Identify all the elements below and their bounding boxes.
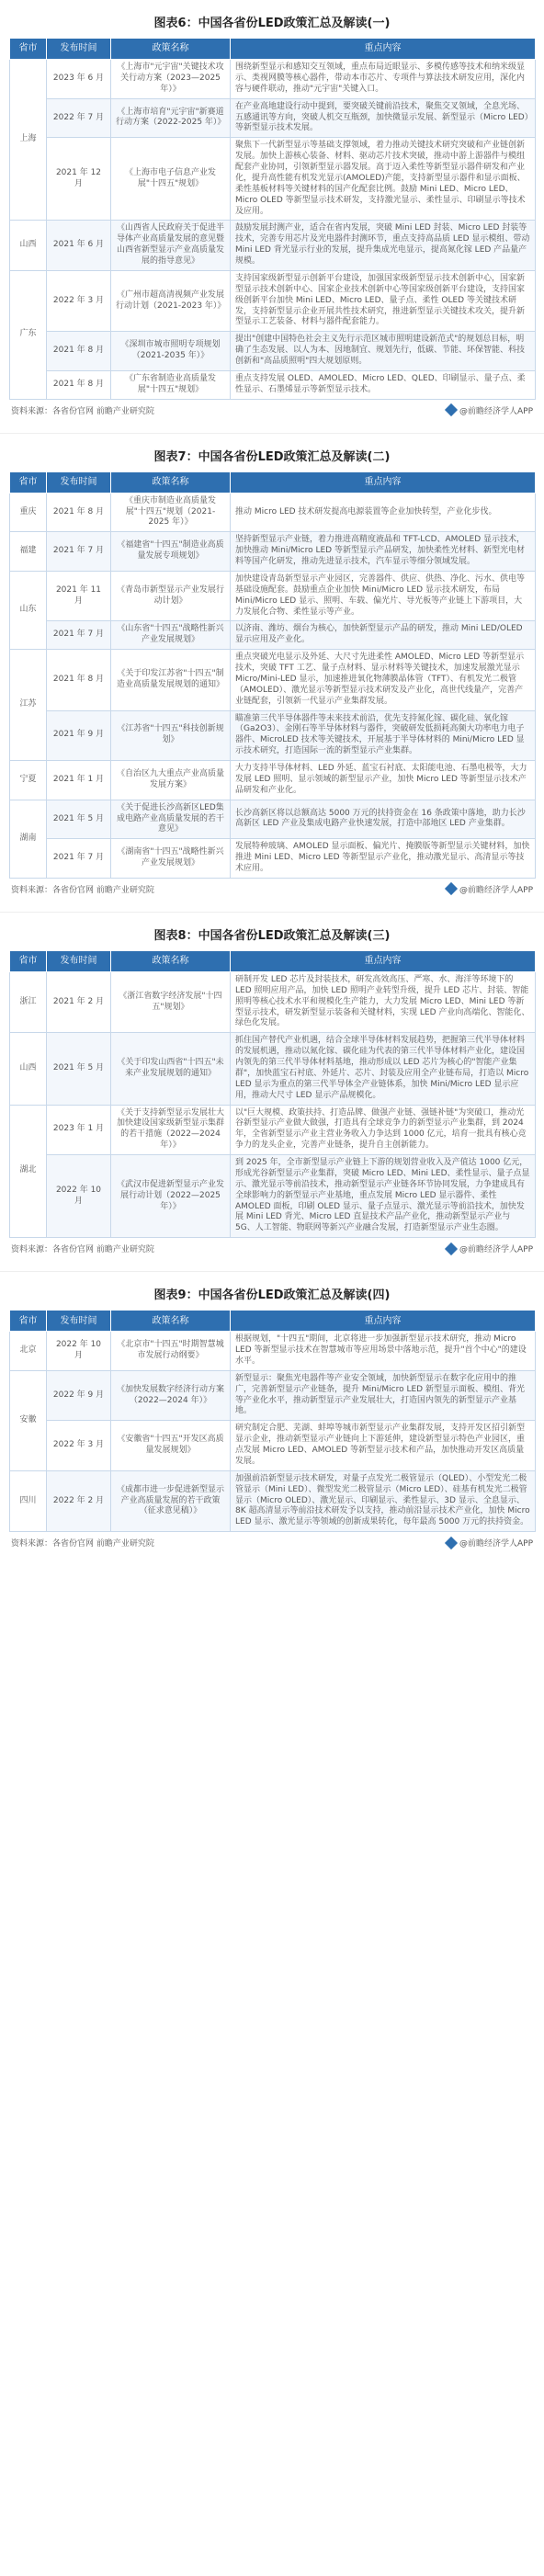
publish-time-cell: 2022 年 2 月 <box>47 1470 111 1531</box>
brand-mark-icon <box>445 882 458 895</box>
policy-name-cell: 《江苏省"十四五"科技创新规划》 <box>111 710 231 761</box>
key-content-cell: 研究制定合肥、芜湖、蚌埠等城市新型显示产业集群发展，支持开发区招引新型显示企业，推动新型显示产业链向上下游延伸，建设新型显示特色产业园区，重点发展 Micro LED、AMOLED 等新型显示技术和产品，加快推动开发区高质量发展。 <box>231 1421 536 1471</box>
source-footer <box>9 1532 535 1554</box>
table-row <box>10 370 536 399</box>
source-text: 资料来源：各省份官网 前瞻产业研究院 <box>11 885 154 895</box>
policy-name-cell: 《北京市"十四五"时期智慧城市发展行动纲要》 <box>111 1332 231 1371</box>
table-row <box>10 532 536 572</box>
key-content-cell: 加快建设青岛新型显示产业园区，完善器件、供应、供热、净化、污水、供电等基础设施配套。鼓励重点企业加快 Mini/Micro LED 显示技术研发，布局 Mini/Micro LED 显示、照明、车载、偏光片、导光板等产业链上下游项目，大力发展化合物、柔性显示等产业。 <box>231 571 536 621</box>
publish-time-cell: 2021 年 7 月 <box>47 621 111 650</box>
key-content-cell: 抓住国产替代产业机遇，结合全球半导体材料发展趋势，把握第三代半导体材料的发展机遇，推动以氮化镓、碳化硅为代表的第三代半导体材料产业化，建设国内领先的第三代半导体材料基地，推动形成以 LED 芯片为核心的"智能产业集群"，加快蓝宝石衬底、外延片、芯片、封装及应用全产业链布局，打造以 Micro LED 显示为重点的第三代半导体全产业链体系，加快 Mini/Micro LED 显示应用，推动大尺寸 LED 显示产品规模化。 <box>231 1033 536 1105</box>
table-header-row <box>10 950 536 971</box>
policy-section <box>0 434 544 901</box>
policy-name-cell: 《深圳市城市照明专项规划（2021-2035 年）》 <box>111 332 231 371</box>
table-header-row <box>10 39 536 60</box>
column-header: 省市 <box>10 39 47 60</box>
publish-time-cell: 2022 年 3 月 <box>47 270 111 331</box>
source-footer <box>9 400 535 422</box>
brand-text: @前瞻经济学人APP <box>459 1539 533 1549</box>
table-row <box>10 650 536 710</box>
policy-name-cell: 《湖南省"十四五"战略性新兴产业发展规划》 <box>111 839 231 879</box>
table-row <box>10 1470 536 1531</box>
table-row <box>10 1332 536 1371</box>
policy-name-cell: 《重庆市制造业高质量发展"十四五"规划（2021-2025 年）》 <box>111 493 231 532</box>
key-content-cell: 聚焦下一代新型显示等基础支撑领域，着力推动关键技术研究突破和产业链创新发展。加快上游核心装备、材料、驱动芯片技术突破，推动中游上游器件与模组配套产业协同，引领新型显示器发展。高于迈入柔性等新型显示器件研发和产业化，提升高性能有机发光显示(AMOLED)产能，支持新型显示器件和显示面板、柔性基板材料等关键材料的国产化配套比例。鼓励 Mini LED、Micro LED、Micro OLED 等新型显示技术研发，支持激光显示、柔性显示、印刷显示等技术及应用。 <box>231 138 536 221</box>
table-row <box>10 800 536 839</box>
column-header: 发布时间 <box>47 471 111 493</box>
column-header: 发布时间 <box>47 950 111 971</box>
province-cell: 宁夏 <box>10 761 47 800</box>
key-content-cell: 在产业高地建设行动中提到，要突破关键前沿技术，聚焦交叉领域，全息光场、五感通讯等方向，突破人机交互瓶颈，加快微显示发展、新型显示（Micro LED）等新型显示技术发展。 <box>231 98 536 138</box>
brand-logo <box>447 1243 533 1254</box>
key-content-cell: 新型显示：聚焦光电器件等产业安全领域，加快新型显示在数字化应用中的推广，完善新型显示产业链条，提升 Mini/Micro LED 新型显示面板、模组、背光等产业化水平，推动新型显示产业发展壮大，打造国内领先的新型显示产业基地。 <box>231 1370 536 1421</box>
policy-name-cell: 《上海市电子信息产业发展"十四五"规划》 <box>111 138 231 221</box>
table-header-row <box>10 1311 536 1332</box>
source-footer <box>9 879 535 901</box>
column-header: 政策名称 <box>111 950 231 971</box>
publish-time-cell: 2022 年 10 月 <box>47 1155 111 1238</box>
brand-logo <box>447 883 533 895</box>
publish-time-cell: 2023 年 6 月 <box>47 60 111 99</box>
province-cell: 广东 <box>10 270 47 399</box>
province-cell: 四川 <box>10 1470 47 1531</box>
province-cell: 上海 <box>10 60 47 221</box>
key-content-cell: 根据规划，"十四五"期间，北京将进一步加强新型显示技术研究，推动 Micro LED 等新型显示技术在智慧城市等应用场景中落地示范，提升"首个中心"的建设水平。 <box>231 1332 536 1371</box>
province-cell: 重庆 <box>10 493 47 532</box>
source-footer <box>9 1238 535 1260</box>
section-divider <box>0 901 544 913</box>
key-content-cell: 加强前沿新型显示技术研发，对量子点发光二极管显示（QLED）、小型发光二极管显示（Mini LED）、微型发光二极管显示（Micro LED）、硅基有机发光二极管显示（Micro OLED）、激光显示、印刷显示、柔性显示、3D 显示、全息显示、8K 超高清显示等前沿技术研发予以支持，推动前沿显示技术产业化，加快 Micro LED 显示、激光显示等领域的创新成果转化，每年最高 5000 万元的扶持资金。 <box>231 1470 536 1531</box>
table-row <box>10 1105 536 1155</box>
brand-mark-icon <box>445 1537 458 1549</box>
province-cell: 北京 <box>10 1332 47 1371</box>
column-header: 省市 <box>10 1311 47 1332</box>
policy-name-cell: 《武汉市促进新型显示产业发展行动计划（2022—2025 年）》 <box>111 1155 231 1238</box>
table-row <box>10 761 536 800</box>
key-content-cell: 到 2025 年，全市新型显示产业链上下游的规划营业收入及产值达 1000 亿元，形成光谷新型显示产业集群，突破 Micro LED、Mini LED、柔性显示、量子点显示、激光显示等前沿技术，推动新型显示产业链各环节协同发展，力争建成具有全球影响力的新型显示产业基地，重点发展 Micro LED 显示器件、柔性 AMOLED 面板，印刷 OLED 显示、量子点显示、激光显示等前沿技术，加快发展 Mini LED 背光、Micro LED 直显技术产品产业化，推动新型显示产业与 5G、人工智能、物联网等新兴产业融合发展，打造新型显示产业生态圈。 <box>231 1155 536 1238</box>
section-title: 图表8：中国各省份LED政策汇总及解读(三) <box>153 928 391 943</box>
table-row <box>10 710 536 761</box>
column-header: 重点内容 <box>231 1311 536 1332</box>
key-content-cell: 坚持新型显示产业链，着力推进高精度液晶和 TFT-LCD、AMOLED 显示技术，加快推动 Mini/Micro LED 等新型显示产品研发，加快柔性光材料、新型光电材料等国产化研发，推动先进显示技术，汽车显示等细分领域发展。 <box>231 532 536 572</box>
table-row <box>10 571 536 621</box>
policy-name-cell: 《加快发展数字经济行动方案（2022—2024 年）》 <box>111 1370 231 1421</box>
province-cell: 山西 <box>10 1033 47 1105</box>
table-row <box>10 1421 536 1471</box>
publish-time-cell: 2021 年 8 月 <box>47 493 111 532</box>
policy-name-cell: 《安徽省"十四五"开发区高质量发展规划》 <box>111 1421 231 1471</box>
policy-table <box>9 950 536 1238</box>
policy-name-cell: 《自治区九大重点产业高质量发展方案》 <box>111 761 231 800</box>
province-cell: 福建 <box>10 532 47 572</box>
policy-name-cell: 《福建省"十四五"制造业高质量发展专项规划》 <box>111 532 231 572</box>
column-header: 政策名称 <box>111 471 231 493</box>
key-content-cell: 长沙高新区将以总额高达 5000 万元的扶持资金在 16 条政策中落地，助力长沙高新区 LED 产业及集成电路产业快速发展，打造中部地区 LED 产业集群。 <box>231 800 536 839</box>
table-row <box>10 839 536 879</box>
column-header: 省市 <box>10 950 47 971</box>
key-content-cell: 大力支持半导体材料、LED 外延、蓝宝石衬底、太阳能电池、石墨电极等，大力发展 LED 照明、显示领域的新型显示产业，加快 Micro LED 等新型显示技术产品研发和产业化。 <box>231 761 536 800</box>
table-row <box>10 1033 536 1105</box>
table-row <box>10 971 536 1032</box>
key-content-cell: 支持国家级新型显示创新平台建设，加强国家级新型显示技术创新中心，国家新型显示技术创新中心、国家企业技术创新中心等国家级创新平台建设，支持国家级创新平台加快 Mini LED、Micro LED、量子点、柔性 OLED 等关键技术研发，支持新型显示企业开展共性技术研究，推进新型显示关键技术攻关，提升新型显示工艺装备、材料与器件配套能力。 <box>231 270 536 331</box>
policy-name-cell: 《关于支持新型显示发展壮大加快建设国家级新型显示集群的若干措施（2022—2024 年）》 <box>111 1105 231 1155</box>
column-header: 省市 <box>10 471 47 493</box>
column-header: 政策名称 <box>111 39 231 60</box>
table-row <box>10 60 536 99</box>
publish-time-cell: 2021 年 9 月 <box>47 710 111 761</box>
publish-time-cell: 2022 年 10 月 <box>47 1332 111 1371</box>
key-content-cell: 研制开发 LED 芯片及封装技术，研发高效高压、严寒、水、海洋等环境下的 LED 照明应用产品，加快 LED 照明产业转型升级，提升 LED 芯片、封装、智能照明等核心技术水平和规模化生产能力，大力发展 Micro LED、Mini LED 等新型显示技术，研发新型显示装备和关键材料，实现 LED 产业向高端化、智能化、绿色化发展。 <box>231 971 536 1032</box>
policy-section <box>0 1272 544 1554</box>
column-header: 重点内容 <box>231 39 536 60</box>
publish-time-cell: 2021 年 5 月 <box>47 1033 111 1105</box>
policy-name-cell: 《上海市"元宇宙"关键技术攻关行动方案（2023—2025 年）》 <box>111 60 231 99</box>
table-row <box>10 1155 536 1238</box>
policy-name-cell: 《浙江省数字经济发展"十四五"规划》 <box>111 971 231 1032</box>
brand-text: @前瞻经济学人APP <box>459 1245 533 1255</box>
brand-mark-icon <box>445 1243 458 1255</box>
publish-time-cell: 2021 年 8 月 <box>47 370 111 399</box>
publish-time-cell: 2022 年 9 月 <box>47 1370 111 1421</box>
brand-text: @前瞻经济学人APP <box>459 885 533 895</box>
publish-time-cell: 2022 年 7 月 <box>47 98 111 138</box>
publish-time-cell: 2022 年 3 月 <box>47 1421 111 1471</box>
column-header: 政策名称 <box>111 1311 231 1332</box>
publish-time-cell: 2021 年 1 月 <box>47 761 111 800</box>
key-content-cell: 重点突破光电显示及外延、大尺寸先进柔性 AMOLED、Micro LED 等新型显示技术，突破 TFT 工艺、量子点材料、显示材料等关键技术，加速发展激光显示 Micro/Mini-LED 显示，加速推进氧化物薄膜晶体管（TFT）、有机发光二极管（AMOLED）、激光显示等新型显示技术研发及产业化，高世代线量产，完善产业链配套，引领新一代显示产业集群发展。 <box>231 650 536 710</box>
publish-time-cell: 2021 年 7 月 <box>47 532 111 572</box>
brand-text: @前瞻经济学人APP <box>459 406 533 416</box>
table-row <box>10 332 536 371</box>
policy-name-cell: 《山西省人民政府关于促进半导体产业高质量发展的意见暨山西省新型显示产业高质量发展的指导意见》 <box>111 221 231 271</box>
key-content-cell: 重点支持发展 OLED、AMOLED、Micro LED、QLED、印刷显示、量子点、柔性显示、石墨烯显示等新型显示技术。 <box>231 370 536 399</box>
source-text: 资料来源：各省份官网 前瞻产业研究院 <box>11 406 154 416</box>
section-divider <box>0 422 544 434</box>
policy-name-cell: 《上海市培育"元宇宙"新赛道行动方案（2022-2025 年）》 <box>111 98 231 138</box>
publish-time-cell: 2021 年 2 月 <box>47 971 111 1032</box>
policy-name-cell: 《山东省"十四五"战略性新兴产业发展规划》 <box>111 621 231 650</box>
province-cell: 浙江 <box>10 971 47 1032</box>
key-content-cell: 提出"创建中国特色社会主义先行示范区城市照明建设新范式"的规划总目标，明确了生态发展、以人为本、因地制宜、规划先行，低碳、节能、环保智能、科技创新和"高品质照明"四大规划原则。 <box>231 332 536 371</box>
policy-table <box>9 38 536 400</box>
policy-name-cell: 《关于促进长沙高新区LED集成电路产业高质量发展的若干意见》 <box>111 800 231 839</box>
key-content-cell: 鼓励发展封测产业，适合在省内发展，突破 Mini LED 封装、Micro LED 封装等技术，完善专用芯片及光电器件封测环节，重点支持高品质 LED 显示模组、带动 Mini LED 背光显示行业的发展，提升集成光电显示，提高氮化镓 LED 产品量产规模。 <box>231 221 536 271</box>
key-content-cell: 瞄准第三代半导体器件等未来技术前沿，优先支持氮化镓、碳化硅、氧化镓（Ga2O3）、金刚石等半导体材料与器件，突破研发低损耗高频大功率电力电子器件、MicroLED 技术等关键技术，开展基于半导体材料的 Mini/Micro LED 显示技术研究，打造国际一流的新型显示产业集群。 <box>231 710 536 761</box>
table-row <box>10 621 536 650</box>
section-title: 图表7：中国各省份LED政策汇总及解读(二) <box>153 449 391 464</box>
publish-time-cell: 2023 年 1 月 <box>47 1105 111 1155</box>
policy-name-cell: 《关于印发江苏省"十四五"制造业高质量发展规划的通知》 <box>111 650 231 710</box>
key-content-cell: 以"巨大规模、政策扶持、打造品牌、做强产业链、强链补链"为突破口，推动光谷新型显示产业做大做强，打造具有全球竞争力的新型显示产业集群，到 2024 年，全省新型显示产业主营业务收入力争达到 1000 亿元，培育一批具有核心竞争力的龙头企业，完善产业链条，提升自主创新能力。 <box>231 1105 536 1155</box>
section-divider <box>0 1260 544 1272</box>
table-row <box>10 221 536 271</box>
province-cell: 安徽 <box>10 1370 47 1470</box>
publish-time-cell: 2021 年 5 月 <box>47 800 111 839</box>
publish-time-cell: 2021 年 12 月 <box>47 138 111 221</box>
key-content-cell: 发展特种玻璃、AMOLED 显示面板、偏光片、掩膜版等新型显示关键材料，加快推进 Mini LED、Micro LED 等新型显示产业化，推动激光显示、高清显示等技术应用。 <box>231 839 536 879</box>
province-cell: 江苏 <box>10 650 47 761</box>
column-header: 发布时间 <box>47 1311 111 1332</box>
table-row <box>10 98 536 138</box>
province-cell: 湖北 <box>10 1105 47 1238</box>
policy-section <box>0 913 544 1260</box>
column-header: 发布时间 <box>47 39 111 60</box>
policy-table <box>9 1310 536 1532</box>
publish-time-cell: 2021 年 7 月 <box>47 839 111 879</box>
column-header: 重点内容 <box>231 950 536 971</box>
policy-table <box>9 471 536 879</box>
policy-section <box>0 0 544 422</box>
table-row <box>10 270 536 331</box>
policy-name-cell: 《广州市超高清视频产业发展行动计划（2021-2023 年）》 <box>111 270 231 331</box>
table-row <box>10 1370 536 1421</box>
column-header: 重点内容 <box>231 471 536 493</box>
brand-logo <box>447 1537 533 1549</box>
publish-time-cell: 2021 年 8 月 <box>47 650 111 710</box>
publish-time-cell: 2021 年 6 月 <box>47 221 111 271</box>
policy-name-cell: 《青岛市新型显示产业发展行动计划》 <box>111 571 231 621</box>
table-row <box>10 493 536 532</box>
key-content-cell: 以济南、潍坊、烟台为核心，加快新型显示产品的研发，推动 Mini LED/OLED 显示应用及产业化。 <box>231 621 536 650</box>
publish-time-cell: 2021 年 8 月 <box>47 332 111 371</box>
province-cell: 山西 <box>10 221 47 271</box>
policy-name-cell: 《广东省制造业高质量发展"十四五"规划》 <box>111 370 231 399</box>
policy-name-cell: 《成都市进一步促进新型显示产业高质量发展的若干政策（征求意见稿）》 <box>111 1470 231 1531</box>
table-header-row <box>10 471 536 493</box>
key-content-cell: 围绕新型显示和感知交互领域，重点布局近眼显示、多模传感等技术和纳米级显示、类视网膜等核心器件，带动本市芯片、专项件与算法技术研发应用，深化内容与硬件联动，推动"元宇宙"关键入口。 <box>231 60 536 99</box>
brand-logo <box>447 404 533 416</box>
key-content-cell: 推动 Micro LED 技术研发提高电源装置等企业加快转型，产业化步伐。 <box>231 493 536 532</box>
section-title: 图表9：中国各省份LED政策汇总及解读(四) <box>153 1288 391 1303</box>
policy-name-cell: 《关于印发山西省"十四五"未来产业发展规划的通知》 <box>111 1033 231 1105</box>
province-cell: 湖南 <box>10 800 47 878</box>
source-text: 资料来源：各省份官网 前瞻产业研究院 <box>11 1245 154 1255</box>
table-row <box>10 138 536 221</box>
province-cell: 山东 <box>10 571 47 649</box>
section-title: 图表6：中国各省份LED政策汇总及解读(一) <box>153 17 391 30</box>
brand-mark-icon <box>445 403 458 416</box>
publish-time-cell: 2021 年 11 月 <box>47 571 111 621</box>
source-text: 资料来源：各省份官网 前瞻产业研究院 <box>11 1539 154 1549</box>
